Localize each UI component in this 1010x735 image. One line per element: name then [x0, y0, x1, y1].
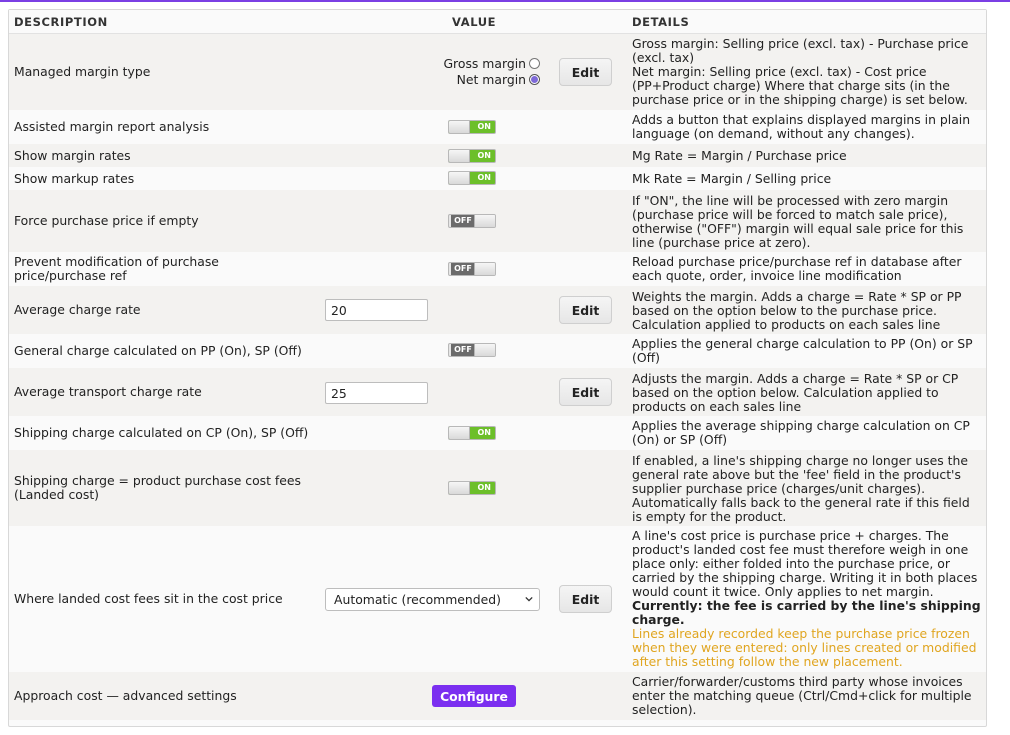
markup-rates-toggle[interactable]: [448, 171, 496, 185]
toggle-knob: [449, 427, 470, 439]
row-label: Show margin rates: [14, 147, 131, 163]
edit-landed-placement-button[interactable]: Edit: [559, 585, 612, 613]
row-label: Show markup rates: [14, 170, 135, 186]
configure-approach-button[interactable]: Configure: [432, 685, 516, 707]
toggle-state: ON: [477, 483, 491, 492]
landed-placement-warning: Lines already recorded keep the purchase price frozen when they were entered: only lines created or modified after this setting follow the new placement.: [632, 626, 977, 669]
row-details: [632, 37, 982, 107]
row-details: [632, 529, 982, 669]
header-description: DESCRIPTION: [14, 15, 108, 29]
toggle-state: OFF: [451, 215, 475, 227]
details-line: Gross margin: Selling price (excl. tax) - Purchase price (excl. tax): [632, 36, 969, 65]
row-label: Prevent modification of purchase price/purchase ref: [14, 254, 219, 283]
row-details: If enabled, a line's shipping charge no longer uses the general rate above but the 'fee' field in the product's supplier purchase price (charges/unit charges). Automatically falls back to the general rate if this field is empty for the product.: [632, 453, 970, 524]
margin-type-details-text: [632, 37, 982, 107]
edit-average-charge-button[interactable]: Edit: [559, 296, 612, 324]
row-label: General charge calculated on PP (On), SP (Off): [14, 343, 302, 358]
average-charge-rate-input[interactable]: [325, 299, 428, 321]
row-label: Shipping charge = product purchase cost fees (Landed cost): [14, 473, 301, 502]
toggle-knob: [474, 344, 495, 356]
top-accent-bar: [0, 0, 1010, 2]
select-value: Automatic (recommended): [334, 592, 501, 607]
row-details: If "ON", the line will be processed with zero margin (purchase price will be forced to match sale price), otherwise ("OFF") margin will equal sale price for this line (purchase price at zero).: [632, 193, 964, 250]
table-row-shipping-charge-cp: [9, 416, 986, 450]
general-charge-toggle[interactable]: [448, 343, 496, 357]
edit-margin-type-button[interactable]: Edit: [559, 58, 612, 86]
row-details: Reload purchase price/purchase ref in database after each quote, order, invoice line modification: [632, 254, 962, 283]
edit-average-transport-button[interactable]: Edit: [559, 378, 612, 406]
landed-placement-current: Currently: the fee is carried by the line's shipping charge.: [632, 598, 981, 627]
toggle-knob: [474, 263, 495, 275]
average-transport-rate-input[interactable]: [325, 382, 428, 404]
radio-gross-margin[interactable]: [443, 56, 540, 72]
row-details: Carrier/forwarder/customs third party whose invoices enter the matching queue (Ctrl/Cmd+click for multiple selection).: [632, 674, 972, 717]
settings-panel: [8, 9, 987, 727]
toggle-knob: [474, 215, 495, 227]
force-purchase-price-toggle[interactable]: [448, 214, 496, 228]
radio-net-circle[interactable]: [529, 74, 540, 85]
toggle-knob: [449, 121, 470, 133]
table-row-force-purchase-price: [9, 190, 986, 252]
toggle-state: OFF: [451, 263, 475, 275]
row-details: Weights the margin. Adds a charge = Rate * SP or PP based on the option below to the purchase price. Calculation applied to products on each sales line: [632, 289, 962, 332]
radio-gross-circle[interactable]: [529, 58, 540, 69]
toggle-state: ON: [477, 151, 491, 160]
radio-net-label: Net margin: [456, 72, 526, 87]
table-row-margin-rates: [9, 144, 986, 167]
chevron-down-icon: [525, 595, 533, 603]
row-details: Adjusts the margin. Adds a charge = Rate * SP or CP based on the option below. Calculation applied to products on each sales line: [632, 371, 959, 414]
row-details: Adds a button that explains displayed margins in plain language (on demand, without any changes).: [632, 112, 971, 141]
details-line: Net margin: Selling price (excl. tax) - Cost price (PP+Product charge) Where that charge sits (in the purchase price or in the shipping charge) is set below.: [632, 64, 968, 107]
table-row-approach-cost: [9, 672, 986, 720]
row-label: Average transport charge rate: [14, 384, 202, 399]
landed-cost-toggle[interactable]: [448, 481, 496, 495]
toggle-state: OFF: [451, 344, 475, 356]
radio-net-margin[interactable]: [457, 72, 540, 88]
row-label: Where landed cost fees sit in the cost price: [14, 591, 283, 606]
header-value: VALUE: [452, 15, 497, 29]
table-row-landed-cost-placement: [9, 526, 986, 672]
table-row-assisted-report: [9, 110, 986, 144]
table-header: [9, 10, 986, 34]
row-details: Mg Rate = Margin / Purchase price: [632, 147, 847, 163]
toggle-state: ON: [477, 428, 491, 437]
table-row-markup-rates: [9, 167, 986, 190]
landed-placement-details: A line's cost price is purchase price + charges. The product's landed cost fee must therefore weigh in one place only: either folded into the purchase price, or carried by the shipping charge. Writing it in both places would count it twice. Only applies to net margin.: [632, 528, 978, 599]
table-row-average-charge-rate: [9, 286, 986, 334]
margin-rates-toggle[interactable]: [448, 149, 496, 163]
toggle-knob: [449, 482, 470, 494]
row-label: Assisted margin report analysis: [14, 119, 210, 134]
row-details: Applies the general charge calculation to PP (On) or SP (Off): [632, 336, 973, 365]
radio-gross-label: Gross margin: [443, 56, 526, 71]
margin-type-radio-group: [409, 56, 540, 90]
table-row-general-charge: [9, 334, 986, 368]
row-label: Average charge rate: [14, 302, 141, 317]
assisted-report-toggle[interactable]: [448, 120, 496, 134]
toggle-state: ON: [477, 122, 491, 131]
row-details: Mk Rate = Margin / Selling price: [632, 170, 832, 186]
table-row-landed-cost: [9, 450, 986, 526]
row-label: Managed margin type: [14, 64, 151, 79]
row-label: Approach cost — advanced settings: [14, 688, 237, 703]
row-details: Applies the average shipping charge calculation on CP (On) or SP (Off): [632, 418, 970, 447]
shipping-charge-cp-toggle[interactable]: [448, 426, 496, 440]
toggle-knob: [449, 150, 470, 162]
toggle-knob: [449, 172, 470, 184]
table-row-margin-type: [9, 34, 986, 110]
toggle-state: ON: [477, 173, 491, 182]
table-row-average-transport-rate: [9, 368, 986, 416]
prevent-modification-toggle[interactable]: [448, 262, 496, 276]
table-row-prevent-modification: [9, 252, 986, 286]
header-details: DETAILS: [632, 15, 690, 29]
row-label: Force purchase price if empty: [14, 213, 199, 228]
landed-cost-placement-select[interactable]: [325, 588, 540, 611]
row-label: Shipping charge calculated on CP (On), SP (Off): [14, 425, 309, 440]
